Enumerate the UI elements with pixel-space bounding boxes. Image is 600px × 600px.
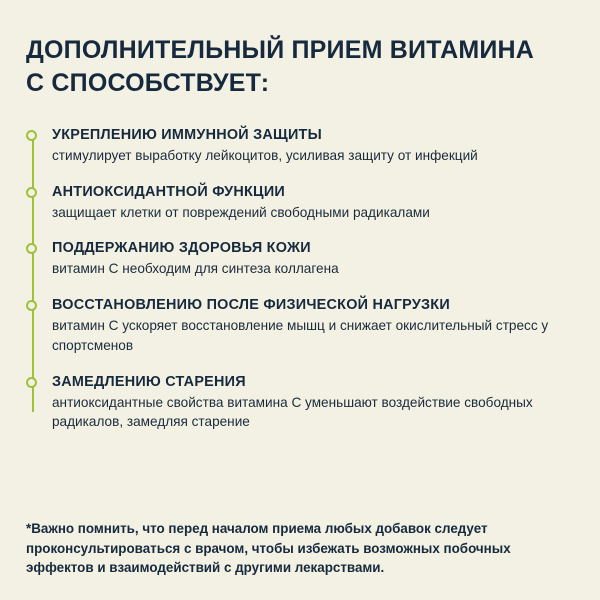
list-item-heading: ПОДДЕРЖАНИЮ ЗДОРОВЬЯ КОЖИ [52,240,311,257]
page-title: ДОПОЛНИТЕЛЬНЫЙ ПРИЕМ ВИТАМИНА C СПОСОБСТВУЕТ: [26,36,535,97]
list-item-heading: УКРЕПЛЕНИЮ ИММУННОЙ ЗАЩИТЫ [52,127,322,143]
bullet-circle-icon [26,187,37,198]
list-item [26,126,574,166]
list-item-heading: ВОССТАНОВЛЕНИЮ ПОСЛЕ ФИЗИЧЕСКОЙ НАГРУЗКИ [52,297,450,314]
list-item [26,296,574,355]
list-item [26,183,574,223]
list-item-heading: ЗАМЕДЛЕНИЮ СТАРЕНИЯ [52,373,246,390]
bullet-circle-icon [26,243,37,254]
list-item-heading: АНТИОКСИДАНТНОЙ ФУНКЦИИ [52,183,286,200]
list-item-description: стимулирует выработку лейкоцитов, усиливая защиту от инфекций [52,148,478,163]
list-item-description: витамин C необходим для синтеза коллагена [52,261,339,277]
list-item [26,373,574,432]
list-item [26,239,574,279]
bullet-circle-icon [26,377,37,388]
footnote: *Важно помнить, что перед началом приема любых добавок следует проконсультироваться с врачом, чтобы избежать возможных побочных эффектов и взаимодействий с другими лекарствами. [26,521,511,576]
list-item-description: антиоксидантные свойства витамина C уменьшают воздействие свободных радикалов, замедляя старение [52,394,533,430]
bullet-circle-icon [26,300,37,311]
benefits-list [26,126,574,432]
list-item-description: витамин C ускоряет восстановление мышц и снижает окислительный стресс у спортсменов [52,318,549,353]
bullet-circle-icon [26,130,37,141]
list-item-description: защищает клетки от повреждений свободными радикалами [52,204,430,220]
